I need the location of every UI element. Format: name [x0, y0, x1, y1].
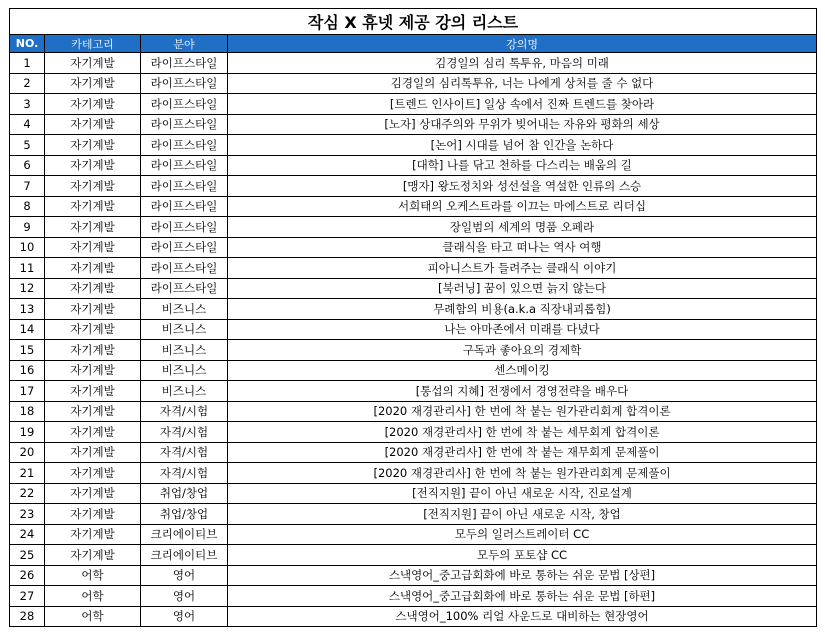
- row-field: 라이프스타일: [141, 196, 228, 217]
- row-course-name: 스낵영어_100% 리얼 사운드로 대비하는 현장영어: [228, 606, 817, 627]
- course-table: [9, 8, 817, 627]
- row-category: 자기계발: [45, 135, 141, 156]
- row-category: 자기계발: [45, 278, 141, 299]
- row-category: 어학: [45, 586, 141, 607]
- row-category: 자기계발: [45, 319, 141, 340]
- row-field: 취업/창업: [141, 483, 228, 504]
- row-no: 5: [10, 135, 45, 156]
- row-no: 20: [10, 442, 45, 463]
- row-category: 자기계발: [45, 401, 141, 422]
- row-field: 비즈니스: [141, 340, 228, 361]
- row-course-name: [2020 재경관리사] 한 번에 착 붙는 세무회계 합격이론: [228, 422, 817, 443]
- row-course-name: [대학] 나를 닦고 천하를 다스리는 배움의 길: [228, 155, 817, 176]
- row-category: 자기계발: [45, 340, 141, 361]
- row-no: 15: [10, 340, 45, 361]
- table-row: [10, 73, 817, 94]
- row-field: 비즈니스: [141, 360, 228, 381]
- row-course-name: [통섭의 지혜] 전쟁에서 경영전략을 배우다: [228, 381, 817, 402]
- row-no: 14: [10, 319, 45, 340]
- table-row: [10, 381, 817, 402]
- table-row: [10, 319, 817, 340]
- row-no: 21: [10, 463, 45, 484]
- table-row: [10, 483, 817, 504]
- row-course-name: [2020 재경관리사] 한 번에 착 붙는 원가관리회계 문제풀이: [228, 463, 817, 484]
- row-no: 2: [10, 73, 45, 94]
- row-no: 4: [10, 114, 45, 135]
- row-no: 13: [10, 299, 45, 320]
- row-field: 영어: [141, 586, 228, 607]
- row-category: 어학: [45, 606, 141, 627]
- row-course-name: 장일범의 세계의 명품 오페라: [228, 217, 817, 238]
- table-row: [10, 545, 817, 566]
- row-field: 라이프스타일: [141, 217, 228, 238]
- title-row: [10, 9, 817, 35]
- table-row: [10, 217, 817, 238]
- course-list-sheet: [9, 8, 816, 627]
- table-row: [10, 278, 817, 299]
- table-row: [10, 176, 817, 197]
- row-category: 어학: [45, 565, 141, 586]
- row-no: 23: [10, 504, 45, 525]
- row-no: 10: [10, 237, 45, 258]
- row-no: 12: [10, 278, 45, 299]
- table-row: [10, 401, 817, 422]
- row-field: 자격/시험: [141, 401, 228, 422]
- row-field: 영어: [141, 565, 228, 586]
- sheet-title: 작심 X 휴넷 제공 강의 리스트: [10, 9, 817, 35]
- row-no: 6: [10, 155, 45, 176]
- row-field: 자격/시험: [141, 422, 228, 443]
- row-course-name: 구독과 좋아요의 경제학: [228, 340, 817, 361]
- row-category: 자기계발: [45, 360, 141, 381]
- row-category: 자기계발: [45, 463, 141, 484]
- row-no: 11: [10, 258, 45, 279]
- row-course-name: 피아니스트가 들려주는 클래식 이야기: [228, 258, 817, 279]
- row-category: 자기계발: [45, 545, 141, 566]
- row-field: 라이프스타일: [141, 258, 228, 279]
- row-no: 9: [10, 217, 45, 238]
- table-row: [10, 524, 817, 545]
- row-field: 라이프스타일: [141, 278, 228, 299]
- row-category: 자기계발: [45, 442, 141, 463]
- row-category: 자기계발: [45, 217, 141, 238]
- row-field: 취업/창업: [141, 504, 228, 525]
- row-course-name: 센스메이킹: [228, 360, 817, 381]
- row-course-name: [2020 재경관리사] 한 번에 착 붙는 원가관리회계 합격이론: [228, 401, 817, 422]
- table-row: [10, 340, 817, 361]
- row-field: 비즈니스: [141, 381, 228, 402]
- row-no: 28: [10, 606, 45, 627]
- row-no: 25: [10, 545, 45, 566]
- row-no: 19: [10, 422, 45, 443]
- row-no: 8: [10, 196, 45, 217]
- row-course-name: 클래식을 타고 떠나는 역사 여행: [228, 237, 817, 258]
- row-field: 라이프스타일: [141, 94, 228, 115]
- header-row: [10, 35, 817, 53]
- table-row: [10, 135, 817, 156]
- row-no: 26: [10, 565, 45, 586]
- row-field: 라이프스타일: [141, 73, 228, 94]
- row-course-name: [북러닝] 꿈이 있으면 늙지 않는다: [228, 278, 817, 299]
- row-category: 자기계발: [45, 176, 141, 197]
- row-category: 자기계발: [45, 155, 141, 176]
- row-category: 자기계발: [45, 381, 141, 402]
- row-category: 자기계발: [45, 53, 141, 74]
- row-category: 자기계발: [45, 73, 141, 94]
- row-course-name: 무례함의 비용(a.k.a 직장내괴롭힘): [228, 299, 817, 320]
- table-row: [10, 463, 817, 484]
- row-course-name: 모두의 포토샵 CC: [228, 545, 817, 566]
- row-field: 크리에이티브: [141, 545, 228, 566]
- col-header-name: 강의명: [228, 35, 817, 53]
- table-row: [10, 237, 817, 258]
- table-row: [10, 360, 817, 381]
- table-row: [10, 586, 817, 607]
- row-no: 18: [10, 401, 45, 422]
- row-category: 자기계발: [45, 258, 141, 279]
- row-category: 자기계발: [45, 237, 141, 258]
- row-category: 자기계발: [45, 504, 141, 525]
- col-header-category: 카테고리: [45, 35, 141, 53]
- row-field: 라이프스타일: [141, 114, 228, 135]
- row-no: 1: [10, 53, 45, 74]
- row-no: 24: [10, 524, 45, 545]
- row-field: 라이프스타일: [141, 176, 228, 197]
- row-field: 영어: [141, 606, 228, 627]
- row-course-name: 스낵영어_중고급회화에 바로 통하는 쉬운 문법 [상편]: [228, 565, 817, 586]
- row-course-name: [전직지원] 끝이 아닌 새로운 시작, 진로설계: [228, 483, 817, 504]
- row-category: 자기계발: [45, 524, 141, 545]
- row-course-name: [맹자] 왕도정치와 성선설을 역설한 인류의 스승: [228, 176, 817, 197]
- row-category: 자기계발: [45, 94, 141, 115]
- row-field: 자격/시험: [141, 463, 228, 484]
- table-row: [10, 565, 817, 586]
- row-course-name: [논어] 시대를 넘어 참 인간을 논하다: [228, 135, 817, 156]
- row-field: 자격/시험: [141, 442, 228, 463]
- row-field: 크리에이티브: [141, 524, 228, 545]
- table-row: [10, 155, 817, 176]
- row-course-name: 김경일의 심리톡투유, 너는 나에게 상처를 줄 수 없다: [228, 73, 817, 94]
- table-row: [10, 114, 817, 135]
- table-row: [10, 299, 817, 320]
- row-field: 라이프스타일: [141, 53, 228, 74]
- table-row: [10, 94, 817, 115]
- row-no: 16: [10, 360, 45, 381]
- row-course-name: [2020 재경관리사] 한 번에 착 붙는 재무회계 문제풀이: [228, 442, 817, 463]
- row-course-name: 김경일의 심리 톡투유, 마음의 미래: [228, 53, 817, 74]
- row-course-name: 스낵영어_중고급회화에 바로 통하는 쉬운 문법 [하편]: [228, 586, 817, 607]
- table-row: [10, 422, 817, 443]
- table-row: [10, 196, 817, 217]
- row-field: 비즈니스: [141, 319, 228, 340]
- col-header-field: 분야: [141, 35, 228, 53]
- row-course-name: [전직지원] 끝이 아닌 새로운 시작, 창업: [228, 504, 817, 525]
- row-course-name: [노자] 상대주의와 무위가 빚어내는 자유와 평화의 세상: [228, 114, 817, 135]
- table-row: [10, 442, 817, 463]
- table-row: [10, 504, 817, 525]
- row-category: 자기계발: [45, 422, 141, 443]
- row-category: 자기계발: [45, 483, 141, 504]
- row-course-name: 모두의 일러스트레이터 CC: [228, 524, 817, 545]
- row-field: 라이프스타일: [141, 237, 228, 258]
- table-row: [10, 606, 817, 627]
- table-row: [10, 258, 817, 279]
- row-course-name: 나는 아마존에서 미래를 다녔다: [228, 319, 817, 340]
- row-course-name: 서희태의 오케스트라를 이끄는 마에스트로 리더십: [228, 196, 817, 217]
- row-field: 라이프스타일: [141, 155, 228, 176]
- col-header-no: NO.: [10, 35, 45, 53]
- row-no: 27: [10, 586, 45, 607]
- row-course-name: [트렌드 인사이트] 일상 속에서 진짜 트렌드를 찾아라: [228, 94, 817, 115]
- row-category: 자기계발: [45, 196, 141, 217]
- row-field: 라이프스타일: [141, 135, 228, 156]
- row-no: 17: [10, 381, 45, 402]
- row-no: 22: [10, 483, 45, 504]
- row-category: 자기계발: [45, 114, 141, 135]
- row-field: 비즈니스: [141, 299, 228, 320]
- row-no: 3: [10, 94, 45, 115]
- row-no: 7: [10, 176, 45, 197]
- table-row: [10, 53, 817, 74]
- row-category: 자기계발: [45, 299, 141, 320]
